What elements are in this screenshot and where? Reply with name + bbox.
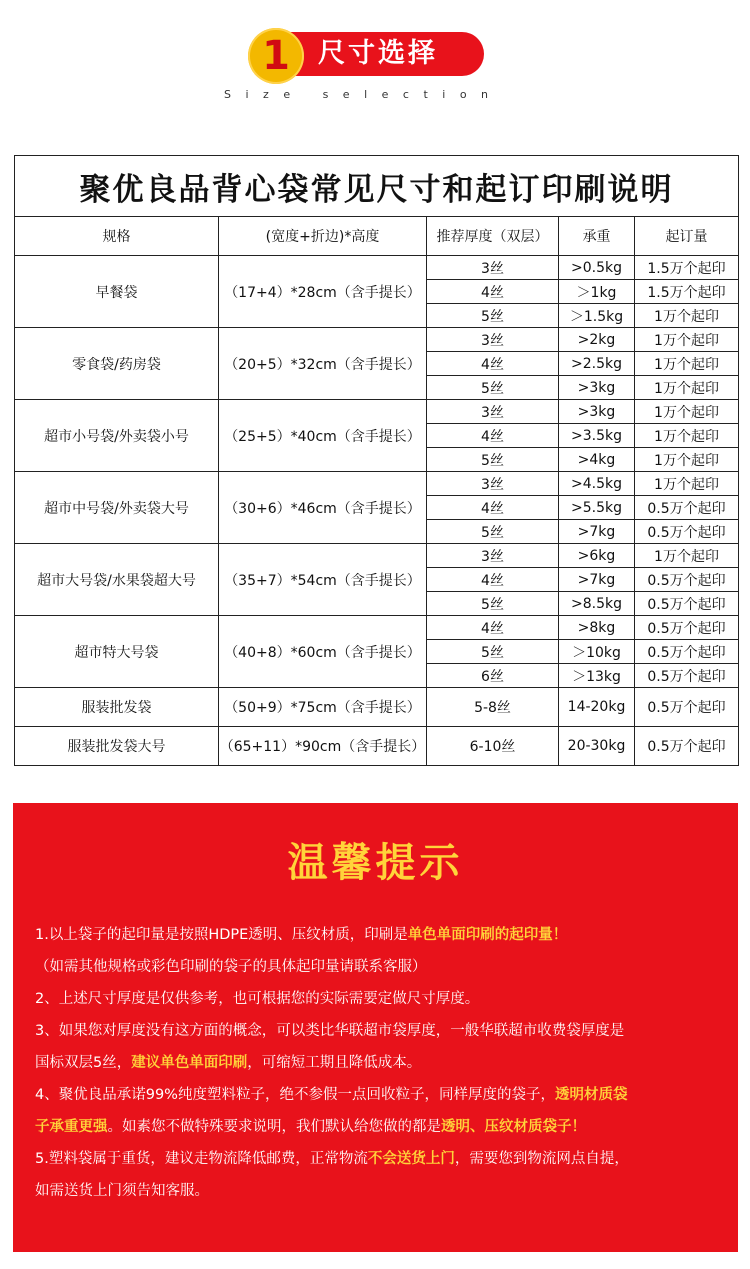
moq-cell: 1万个起印 [635, 304, 739, 328]
load-cell: >4kg [559, 448, 635, 472]
column-header: 起订量 [635, 217, 739, 256]
table-row [15, 400, 739, 424]
thickness-cell: 4丝 [427, 280, 559, 304]
load-cell: ＞1kg [559, 280, 635, 304]
load-cell: 20-30kg [559, 727, 635, 766]
load-cell: >7kg [559, 568, 635, 592]
notice-text: （如需其他规格或彩色印刷的袋子的具体起印量请联系客服） [35, 959, 427, 975]
notice-text: 国标双层5丝， [35, 1055, 132, 1071]
size-cell: （17+4）*28cm（含手提长） [219, 256, 427, 328]
notice-text: 1.以上袋子的起印量是按照HDPE透明、压纹材质，印刷是 [35, 927, 408, 943]
thickness-cell: 3丝 [427, 400, 559, 424]
notice-title: 温馨提示 [287, 840, 464, 886]
moq-cell: 0.5万个起印 [635, 688, 739, 727]
notice-text: 。如素您不做特殊要求说明，我们默认给您做的都是 [107, 1119, 441, 1135]
notice-highlight: 不会送货上门 [367, 1151, 455, 1167]
load-cell: ＞10kg [559, 640, 635, 664]
notice-line [35, 1175, 725, 1207]
thickness-cell: 5丝 [427, 304, 559, 328]
load-cell: ＞13kg [559, 664, 635, 688]
notice-text: 2、上述尺寸厚度是仅供参考，也可根据您的实际需要定做尺寸厚度。 [35, 991, 480, 1007]
spec-name-cell: 超市大号袋/水果袋超大号 [15, 544, 219, 616]
size-cell: （40+8）*60cm（含手提长） [219, 616, 427, 688]
thickness-cell: 5丝 [427, 592, 559, 616]
moq-cell: 0.5万个起印 [635, 664, 739, 688]
notice-line [35, 1111, 725, 1143]
table-row [15, 616, 739, 640]
moq-cell: 1.5万个起印 [635, 280, 739, 304]
spec-name-cell: 超市特大号袋 [15, 616, 219, 688]
load-cell: ＞1.5kg [559, 304, 635, 328]
thickness-cell: 4丝 [427, 352, 559, 376]
size-table [14, 155, 739, 766]
spec-name-cell: 超市中号袋/外卖袋大号 [15, 472, 219, 544]
load-cell: >6kg [559, 544, 635, 568]
moq-cell: 0.5万个起印 [635, 496, 739, 520]
moq-cell: 1万个起印 [635, 544, 739, 568]
moq-cell: 0.5万个起印 [635, 640, 739, 664]
thickness-cell: 4丝 [427, 496, 559, 520]
spec-name-cell: 超市小号袋/外卖袋小号 [15, 400, 219, 472]
moq-cell: 1万个起印 [635, 448, 739, 472]
column-header: 承重 [559, 217, 635, 256]
notice-highlight: 透明材质袋 [554, 1087, 628, 1103]
load-cell: >3kg [559, 376, 635, 400]
notice-line [35, 1015, 725, 1047]
section-title: 尺寸选择 [318, 38, 438, 69]
load-cell: >0.5kg [559, 256, 635, 280]
notice-line [35, 919, 725, 951]
moq-cell: 1万个起印 [635, 472, 739, 496]
moq-cell: 0.5万个起印 [635, 616, 739, 640]
table-header-row [15, 217, 739, 256]
table-row [15, 688, 739, 727]
thickness-cell: 5-8丝 [427, 688, 559, 727]
notice-text: 5.塑料袋属于重货，建议走物流降低邮费，正常物流 [35, 1151, 368, 1167]
moq-cell: 0.5万个起印 [635, 592, 739, 616]
thickness-cell: 3丝 [427, 256, 559, 280]
size-cell: （65+11）*90cm（含手提长） [219, 727, 427, 766]
thickness-cell: 3丝 [427, 328, 559, 352]
notice-line [35, 951, 725, 983]
load-cell: 14-20kg [559, 688, 635, 727]
size-cell: （20+5）*32cm（含手提长） [219, 328, 427, 400]
table-row [15, 727, 739, 766]
table-row [15, 472, 739, 496]
size-cell: （35+7）*54cm（含手提长） [219, 544, 427, 616]
spec-name-cell: 早餐袋 [15, 256, 219, 328]
notice-text: 3、如果您对厚度没有这方面的概念，可以类比华联超市袋厚度，一般华联超市收费袋厚度是 [35, 1023, 625, 1039]
spec-name-cell: 服装批发袋 [15, 688, 219, 727]
thickness-cell: 4丝 [427, 568, 559, 592]
thickness-cell: 5丝 [427, 640, 559, 664]
moq-cell: 0.5万个起印 [635, 520, 739, 544]
notice-highlight: 单色单面印刷的起印量！ [407, 927, 568, 943]
column-header: (宽度+折边)*高度 [219, 217, 427, 256]
moq-cell: 0.5万个起印 [635, 727, 739, 766]
load-cell: >2kg [559, 328, 635, 352]
notice-text: ，需要您到物流网点自提， [454, 1151, 629, 1167]
section-header [0, 28, 750, 118]
moq-cell: 1万个起印 [635, 328, 739, 352]
notice-text: 如需送货上门须告知客服。 [35, 1183, 209, 1199]
thickness-cell: 6丝 [427, 664, 559, 688]
notice-line [35, 1047, 725, 1079]
notice-lines [35, 919, 725, 1207]
moq-cell: 1.5万个起印 [635, 256, 739, 280]
size-cell: （25+5）*40cm（含手提长） [219, 400, 427, 472]
notice-highlight: 子承重更强 [35, 1119, 108, 1135]
load-cell: >8.5kg [559, 592, 635, 616]
load-cell: >5.5kg [559, 496, 635, 520]
table-row [15, 328, 739, 352]
spec-name-cell: 零食袋/药房袋 [15, 328, 219, 400]
notice-line [35, 1079, 725, 1111]
moq-cell: 1万个起印 [635, 424, 739, 448]
thickness-cell: 5丝 [427, 376, 559, 400]
table-row [15, 544, 739, 568]
moq-cell: 0.5万个起印 [635, 568, 739, 592]
thickness-cell: 3丝 [427, 544, 559, 568]
thickness-cell: 5丝 [427, 448, 559, 472]
table-title: 聚优良品背心袋常见尺寸和起订印刷说明 [15, 156, 739, 217]
load-cell: >3kg [559, 400, 635, 424]
section-number: 1 [262, 33, 290, 79]
thickness-cell: 4丝 [427, 616, 559, 640]
notice-line [35, 1143, 725, 1175]
thickness-cell: 3丝 [427, 472, 559, 496]
notice-panel [13, 803, 738, 1252]
notice-text: ，可缩短工期且降低成本。 [247, 1055, 422, 1071]
thickness-cell: 5丝 [427, 520, 559, 544]
notice-text: 4、聚优良品承诺99%纯度塑料粒子，绝不参假一点回收粒子，同样厚度的袋子， [35, 1087, 555, 1103]
notice-line [35, 983, 725, 1015]
moq-cell: 1万个起印 [635, 376, 739, 400]
column-header: 推荐厚度（双层） [427, 217, 559, 256]
column-header: 规格 [15, 217, 219, 256]
load-cell: >4.5kg [559, 472, 635, 496]
size-cell: （50+9）*75cm（含手提长） [219, 688, 427, 727]
thickness-cell: 6-10丝 [427, 727, 559, 766]
size-cell: （30+6）*46cm（含手提长） [219, 472, 427, 544]
moq-cell: 1万个起印 [635, 400, 739, 424]
notice-highlight: 透明、压纹材质袋子！ [441, 1119, 586, 1135]
table-row [15, 256, 739, 280]
spec-name-cell: 服装批发袋大号 [15, 727, 219, 766]
thickness-cell: 4丝 [427, 424, 559, 448]
moq-cell: 1万个起印 [635, 352, 739, 376]
load-cell: >8kg [559, 616, 635, 640]
load-cell: >2.5kg [559, 352, 635, 376]
section-subtitle: Size selection [224, 88, 503, 101]
load-cell: >7kg [559, 520, 635, 544]
notice-highlight: 建议单色单面印刷 [131, 1055, 248, 1071]
load-cell: >3.5kg [559, 424, 635, 448]
